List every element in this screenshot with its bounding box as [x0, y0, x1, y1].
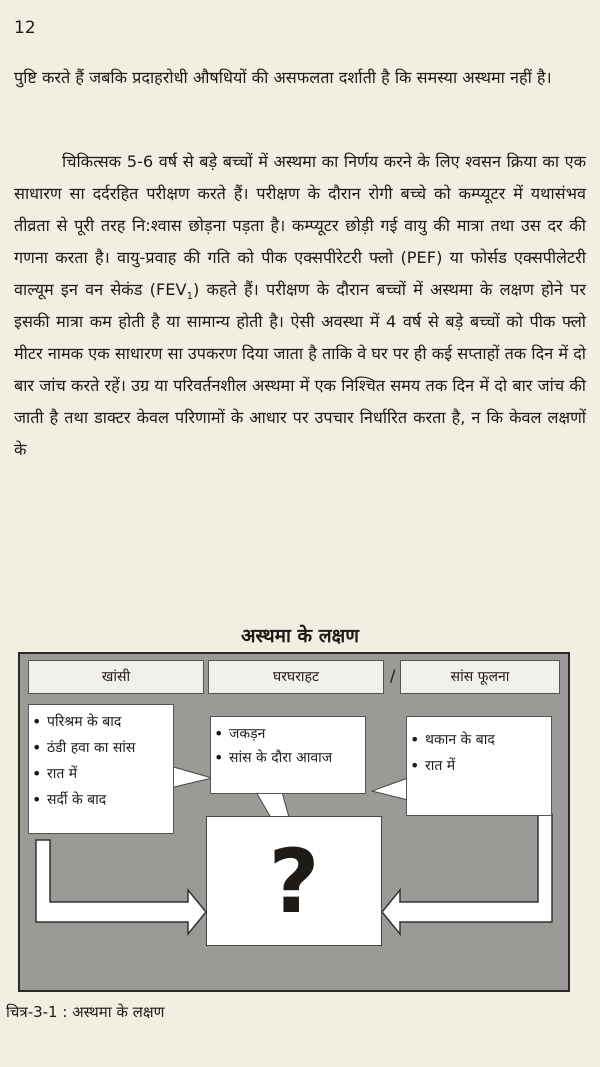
paragraph-2-text-a: चिकित्सक 5-6 वर्ष से बड़े बच्चों में अस्थमा का निर्णय करने के लिए श्वसन क्रिया का एक साधारण सा दर्दरहित परीक्षण करते हैं। परीक्षण के दौरान रोगी बच्चे को कम्प्यूटर में यथासंभव तीव्रता से पूरी तरह नि:श्वास छोड़ना पड़ता है। कम्प्यूटर छोड़ी गई वायु की मात्रा तथा उस दर की गणना करता है। वायु-प्रवाह की गति को पीक एक्सपीरेटरी फ्लो (PEF) या फोर्सड एक्सपीलेटरी वाल्यूम इन वन सेकंड (FEV — [14, 152, 586, 299]
list-item: • ठंडी हवा का सांस — [29, 735, 173, 761]
paragraph-1: पुष्टि करते हैं जबकि प्रदाहरोधी औषधियों की असफलता दर्शाती है कि समस्या अस्थमा नहीं है। — [14, 68, 552, 87]
figure-caption: चित्र-3-1 : अस्थमा के लक्षण — [6, 1003, 165, 1021]
list-item: • थकान के बाद — [407, 727, 551, 753]
question-box — [206, 816, 382, 946]
cough-symptoms-box — [28, 704, 174, 834]
list-item: • सर्दी के बाद — [29, 787, 173, 813]
question-mark-icon: ? — [268, 830, 320, 933]
header-cough: खांसी — [28, 660, 204, 694]
header-separator: / — [390, 666, 396, 685]
header-breathlessness: सांस फूलना — [400, 660, 560, 694]
paragraph-2-text-b: ) कहते हैं। परीक्षण के दौरान बच्चों में अस्थमा के लक्षण होने पर इसकी मात्रा कम होती है या सामान्य होती है। ऐसी अवस्था में 4 वर्ष से बड़े बच्चों को पीक फ्लो मीटर नामक एक साधारण सा उपकरण दिया जाता है ताकि वे घर पर ही कई सप्ताहों तक दिन में दो बार जांच करते रहें। उग्र या परिवर्तनशील अस्थमा में एक निश्चित समय तक दिन में दो बार जांच की जाती है तथा डाक्टर केवल परिणामों के आधार पर उपचार निर्धारित करता है, न कि केवल लक्षणों के — [14, 280, 586, 459]
figure-title: अस्थमा के लक्षण — [240, 625, 359, 647]
list-item: • रात में — [407, 753, 551, 779]
fev-subscript: 1 — [186, 291, 193, 303]
header-wheezing: घरघराहट — [208, 660, 384, 694]
paragraph-2 — [14, 146, 586, 466]
list-item: • सांस के दौरा आवाज — [211, 747, 365, 769]
list-item: • परिश्रम के बाद — [29, 709, 173, 735]
breathlessness-symptoms-box — [406, 716, 552, 816]
wheezing-symptoms-box — [210, 716, 366, 794]
symptom-diagram — [18, 652, 570, 992]
list-item: • रात में — [29, 761, 173, 787]
list-item: • जकड़न — [211, 721, 365, 747]
page-number: 12 — [14, 18, 36, 38]
